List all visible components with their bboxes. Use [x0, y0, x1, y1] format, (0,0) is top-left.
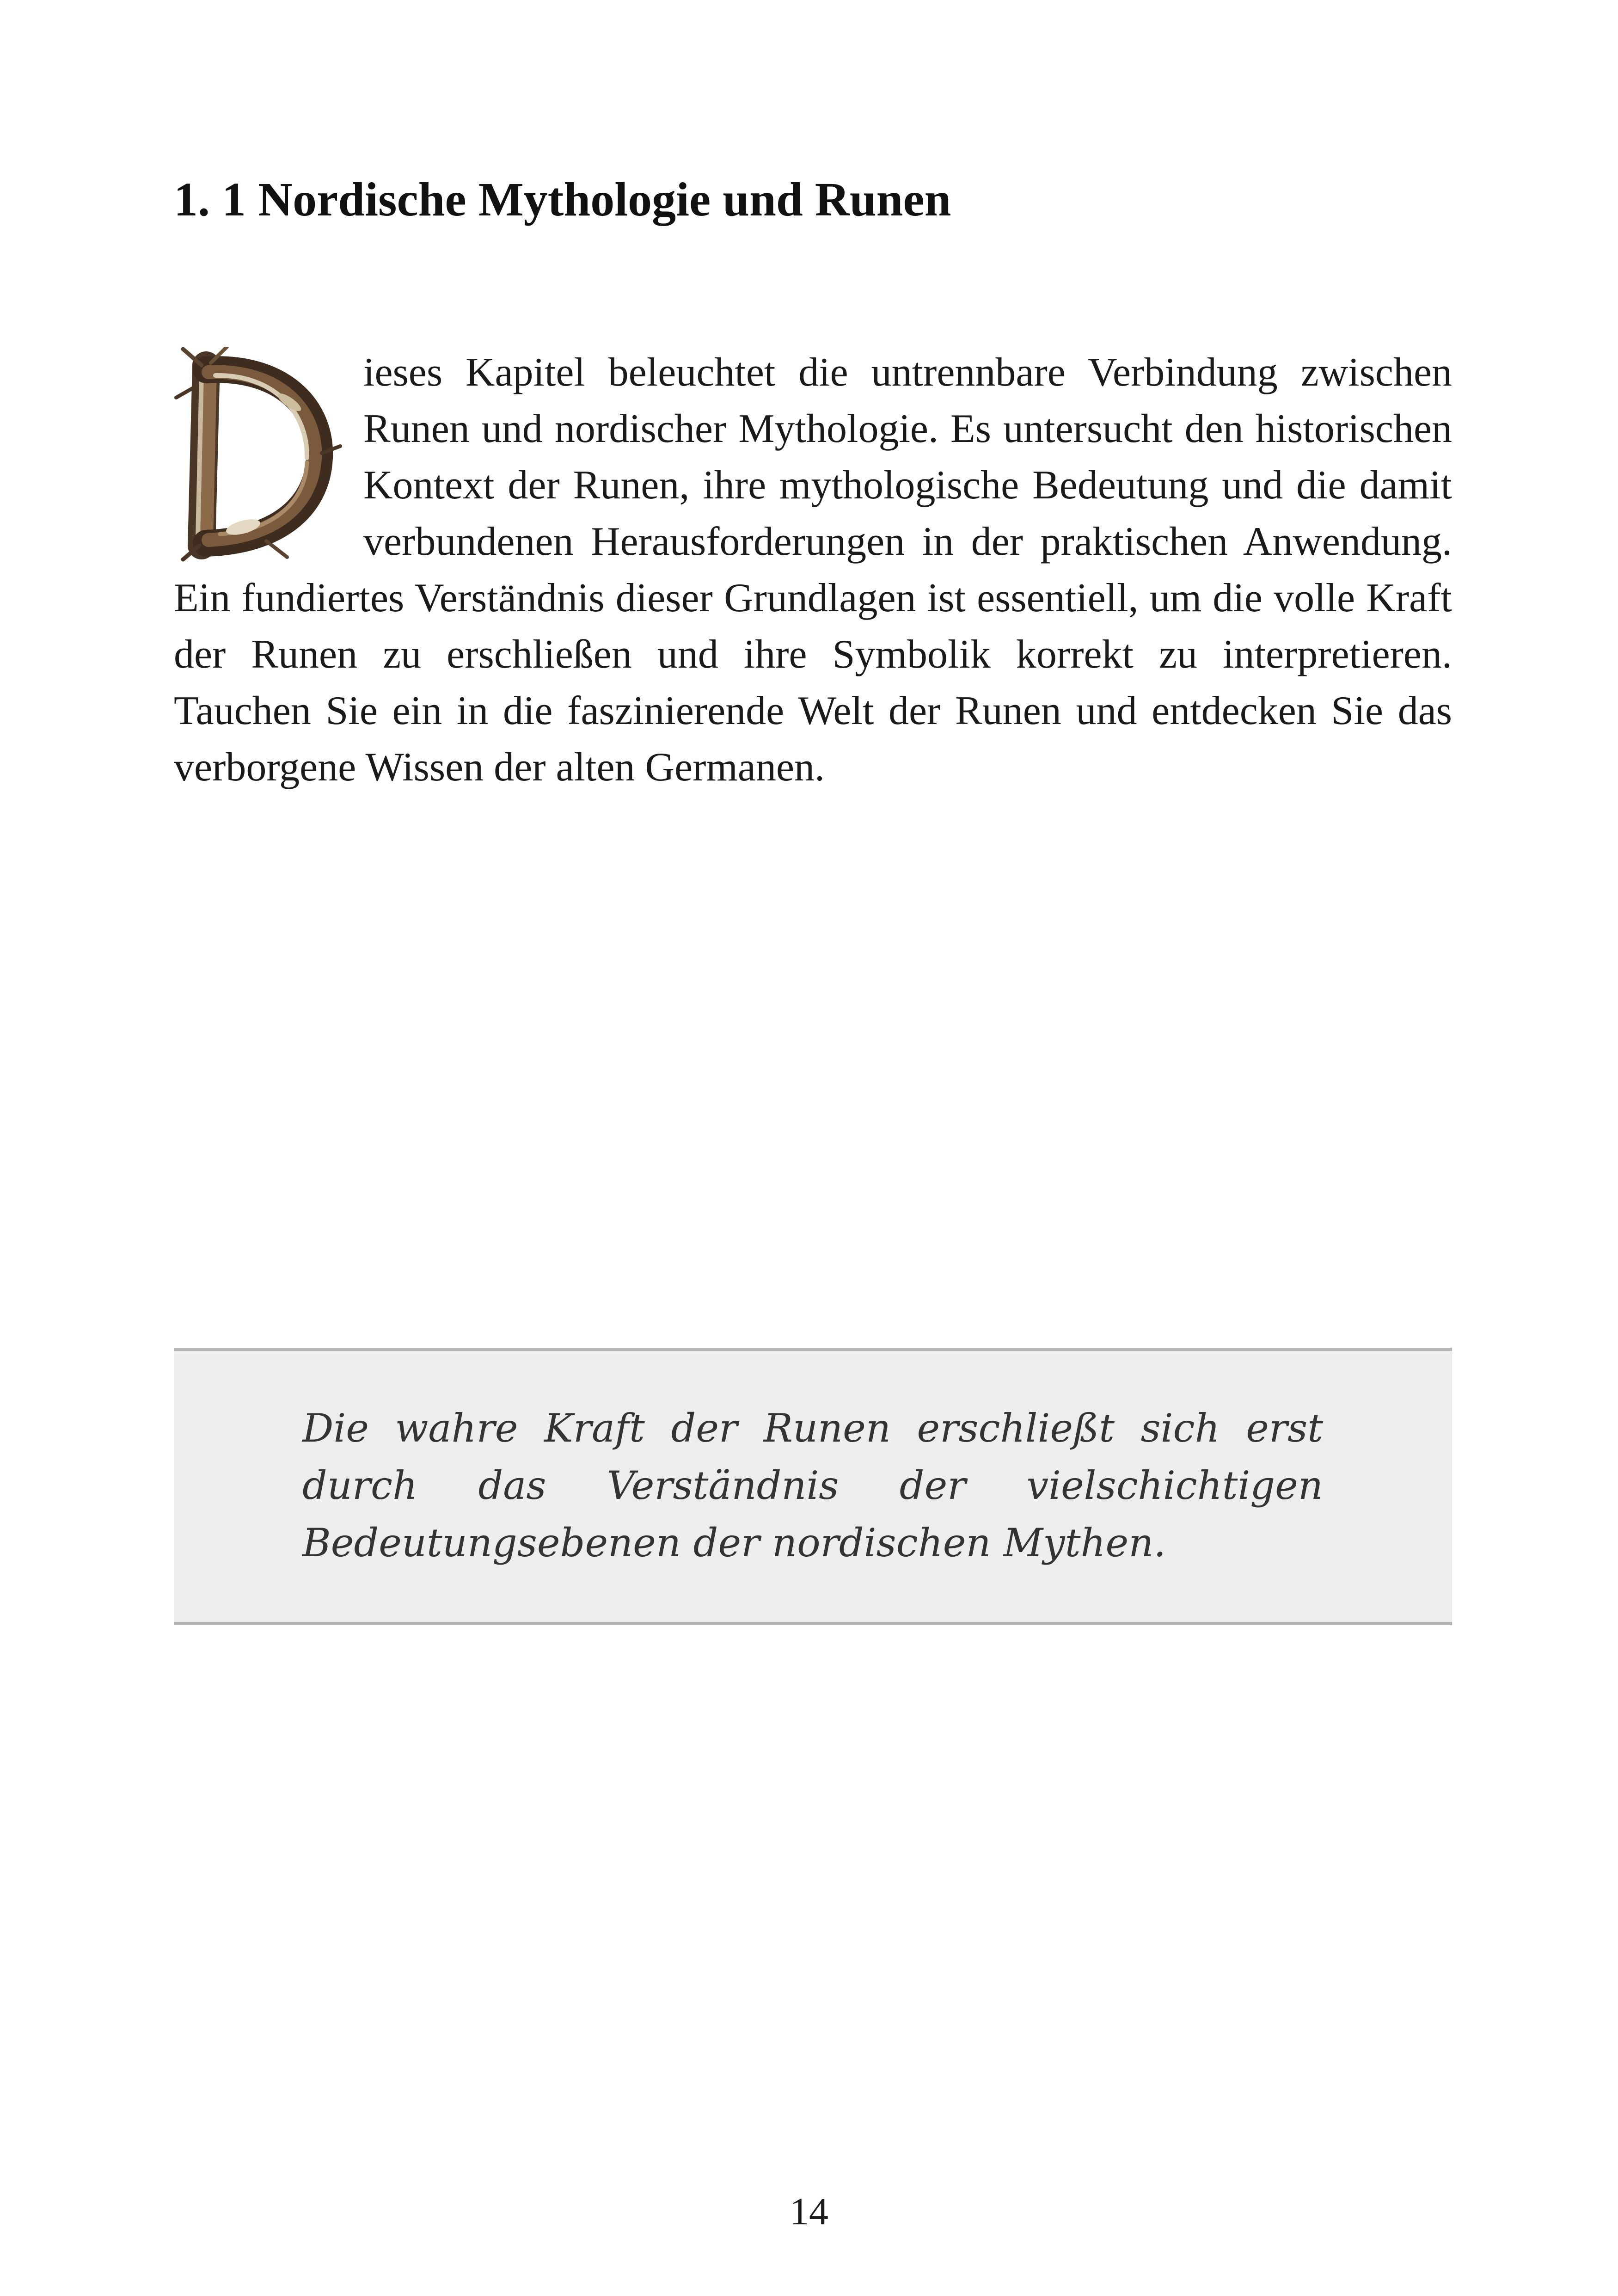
page-number: 14 — [790, 2190, 828, 2233]
drop-cap-d-image — [174, 347, 359, 564]
pull-quote-text: Die wahre Kraft der Runen erschließt sich erst durch das Verständnis der vielschichtigen Bedeutungsebenen der nordischen Mythen. — [302, 1406, 1323, 1565]
pull-quote-box — [174, 1348, 1452, 1625]
section-heading: 1. 1 Nordische Mythologie und Runen — [174, 173, 951, 226]
intro-paragraph — [174, 344, 1452, 796]
intro-text: ieses Kapitel beleuchtet die untrennbare Verbindung zwischen Runen und nordischer Mythologie. Es untersucht den historischen Kontext der Runen, ihre mythologische Bedeutung und die damit verbundenen Herausforderungen in der praktischen Anwendung. Ein fundiertes Verständnis dieser Grundlagen ist essentiell, um die volle Kraft der Runen zu erschließen und ihre Symbolik korrekt zu interpretieren. Tauchen Sie ein in die faszinierende Welt der Runen und entdecken Sie das verborgene Wissen der alten Germanen. — [174, 350, 1452, 790]
